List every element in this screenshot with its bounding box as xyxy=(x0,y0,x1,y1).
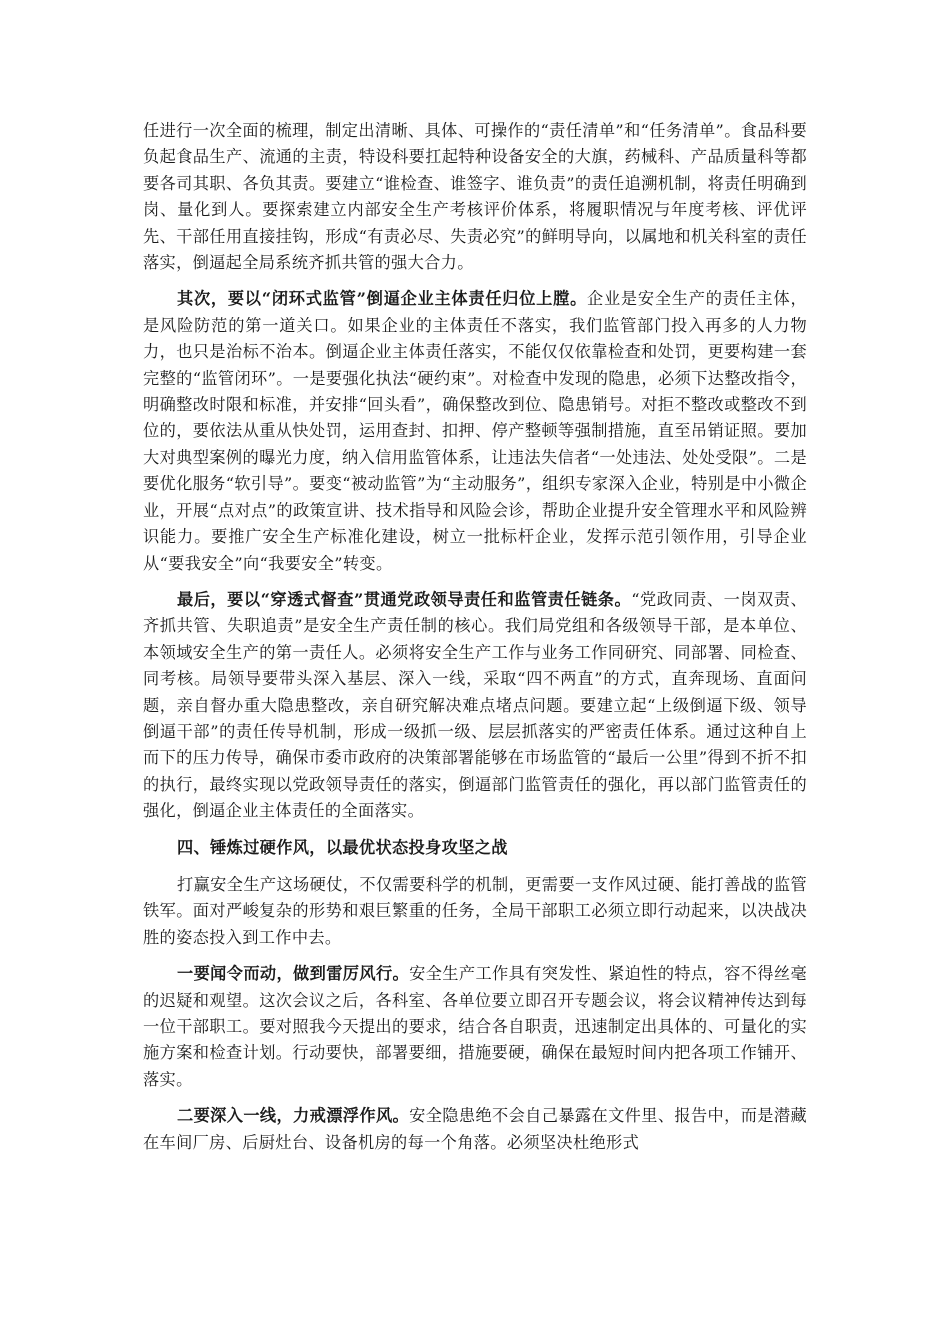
paragraph-text: 安全隐患绝不会自己暴露在文件里、报告中，而是潜藏在车间厂房、后厨灶台、设备机房的每一个角落。必须坚决杜绝形式 xyxy=(143,1106,807,1152)
document-page xyxy=(143,118,807,1166)
section-heading-four: 四、锤炼过硬作风，以最优状态投身攻坚之战 xyxy=(177,837,508,857)
paragraph-lead: 最后，要以“穿透式督查”贯通党政领导责任和监管责任链条。 xyxy=(177,589,632,609)
paragraph-text: 打赢安全生产这场硬仗，不仅需要科学的机制，更需要一支作风过硬、能打善战的监管铁军。面对严峻复杂的形势和艰巨繁重的任务，全局干部职工必须立即行动起来，以决战决胜的姿态投入到工作中去。 xyxy=(143,874,807,947)
paragraph-lead: 一要闻令而动，做到雷厉风行。 xyxy=(177,964,410,984)
paragraph-go-to-frontline xyxy=(143,1103,807,1156)
paragraph-text: “党政同责、一岗双责、齐抓共管、失职追责”是安全生产责任制的核心。我们局党组和各级领导干部，是本单位、本领域安全生产的第一责任人。必须将安全生产工作与业务工作同研究、同部署、同检查、同考核。局领导要带头深入基层、深入一线，采取“四不两直”的方式，直奔现场、直面问题，亲自督办重大隐患整改，亲自研究解决难点堵点问题。要建立起“上级倒逼下级、领导倒逼干部”的责任传导机制，形成一级抓一级、层层抓落实的严密责任体系。通过这种自上而下的压力传导，确保市委市政府的决策部署能够在市场监管的“最后一公里”得到不折不扣的执行，最终实现以党政领导责任的落实，倒逼部门监管责任的强化，再以部门监管责任的强化，倒逼企业主体责任的全面落实。 xyxy=(143,589,807,821)
paragraph-text: 企业是安全生产的责任主体，是风险防范的第一道关口。如果企业的主体责任不落实，我们监管部门投入再多的人力物力，也只是治标不治本。倒逼企业主体责任落实，不能仅仅依靠检查和处罚，更要构建一套完整的“监管闭环”。一是要强化执法“硬约束”。对检查中发现的隐患，必须下达整改指令，明确整改时限和标准，并安排“回头看”，确保整改到位、隐患销号。对拒不整改或整改不到位的，要依法从重从快处罚，运用查封、扣押、停产整顿等强制措施，直至吊销证照。要加大对典型案例的曝光力度，纳入信用监管体系，让违法失信者“一处违法、处处受限”。二是要优化服务“软引导”。要变“被动监管”为“主动服务”，组织专家深入企业，特别是中小微企业，开展“点对点”的政策宣讲、技术指导和风险会诊，帮助企业提升安全管理水平和风险辨识能力。要推广安全生产标准化建设，树立一批标杆企业，发挥示范引领作用，引导企业从“要我安全”向“我要安全”转变。 xyxy=(143,289,807,573)
paragraph-act-on-orders xyxy=(143,961,807,1093)
paragraph-text: 安全生产工作具有突发性、紧迫性的特点，容不得丝毫的迟疑和观望。这次会议之后，各科室、各单位要立即召开专题会议，将会议精神传达到每一位干部职工。要对照我今天提出的要求，结合各自职责，迅速制定出具体的、可量化的实施方案和检查计划。行动要快，部署要细，措施要硬，确保在最短时间内把各项工作铺开、落实。 xyxy=(143,964,807,1089)
paragraph-lead: 二要深入一线，力戒漂浮作风。 xyxy=(177,1106,410,1126)
paragraph-section-intro xyxy=(143,872,807,951)
paragraph-closed-loop-supervision xyxy=(143,286,807,576)
paragraph-responsibility-list xyxy=(143,118,807,276)
paragraph-penetrating-inspection xyxy=(143,587,807,825)
paragraph-text: 任进行一次全面的梳理，制定出清晰、具体、可操作的“责任清单”和“任务清单”。食品科要负起食品生产、流通的主责，特设科要扛起特种设备安全的大旗，药械科、产品质量科等都要各司其职、各负其责。要建立“谁检查、谁签字、谁负责”的责任追溯机制，将责任明确到岗、量化到人。要探索建立内部安全生产考核评价体系，将履职情况与年度考核、评优评先、干部任用直接挂钩，形成“有责必尽、失责必究”的鲜明导向，以属地和机关科室的责任落实，倒逼起全局系统齐抓共管的强大合力。 xyxy=(143,121,807,273)
paragraph-lead: 其次，要以“闭环式监管”倒逼企业主体责任归位上膛。 xyxy=(177,289,588,309)
